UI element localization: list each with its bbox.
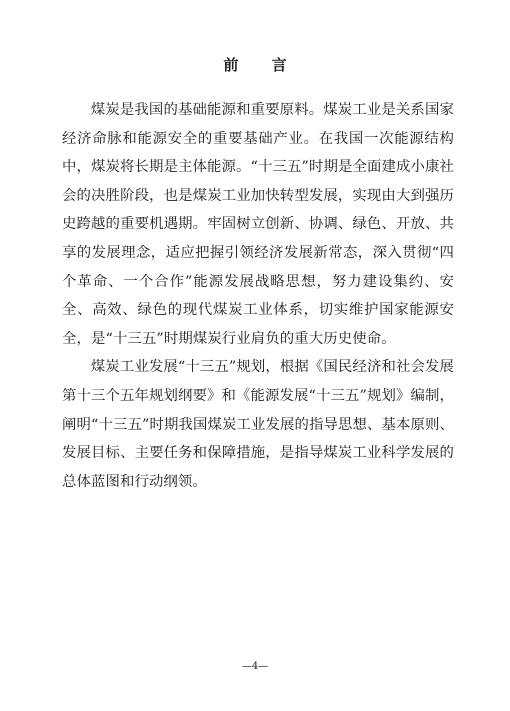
body-text (62, 96, 454, 496)
page-title: 前 言 (223, 56, 301, 74)
page-number: —4— (241, 661, 269, 672)
paragraph-1: 煤炭是我国的基础能源和重要原料。煤炭工业是关系国家经济命脉和能源安全的重要基础产业。在我国一次能源结构中，煤炭将长期是主体能源。“十三五”时期是全面建成小康社会的决胜阶段，也是煤炭工业加快转型发展，实现由大到强历史跨越的重要机遇期。牢固树立创新、协调、绿色、开放、共享的发展理念，适应把握引领经济发展新常态，深入贯彻“四个革命、一个合作”能源发展战略思想，努力建设集约、安全、高效、绿色的现代煤炭工业体系，切实维护国家能源安全，是“十三五”时期煤炭行业肩负的重大历史使命。 (62, 102, 454, 347)
paragraph-2: 煤炭工业发展“十三五”规划，根据《国民经济和社会发展第十三个五年规划纲要》和《能源发展“十三五”规划》编制，阐明“十三五”时期我国煤炭工业发展的指导思想、基本原则、发展目标、主要任务和保障措施，是指导煤炭工业科学发展的总体蓝图和行动纲领。 (62, 359, 454, 490)
